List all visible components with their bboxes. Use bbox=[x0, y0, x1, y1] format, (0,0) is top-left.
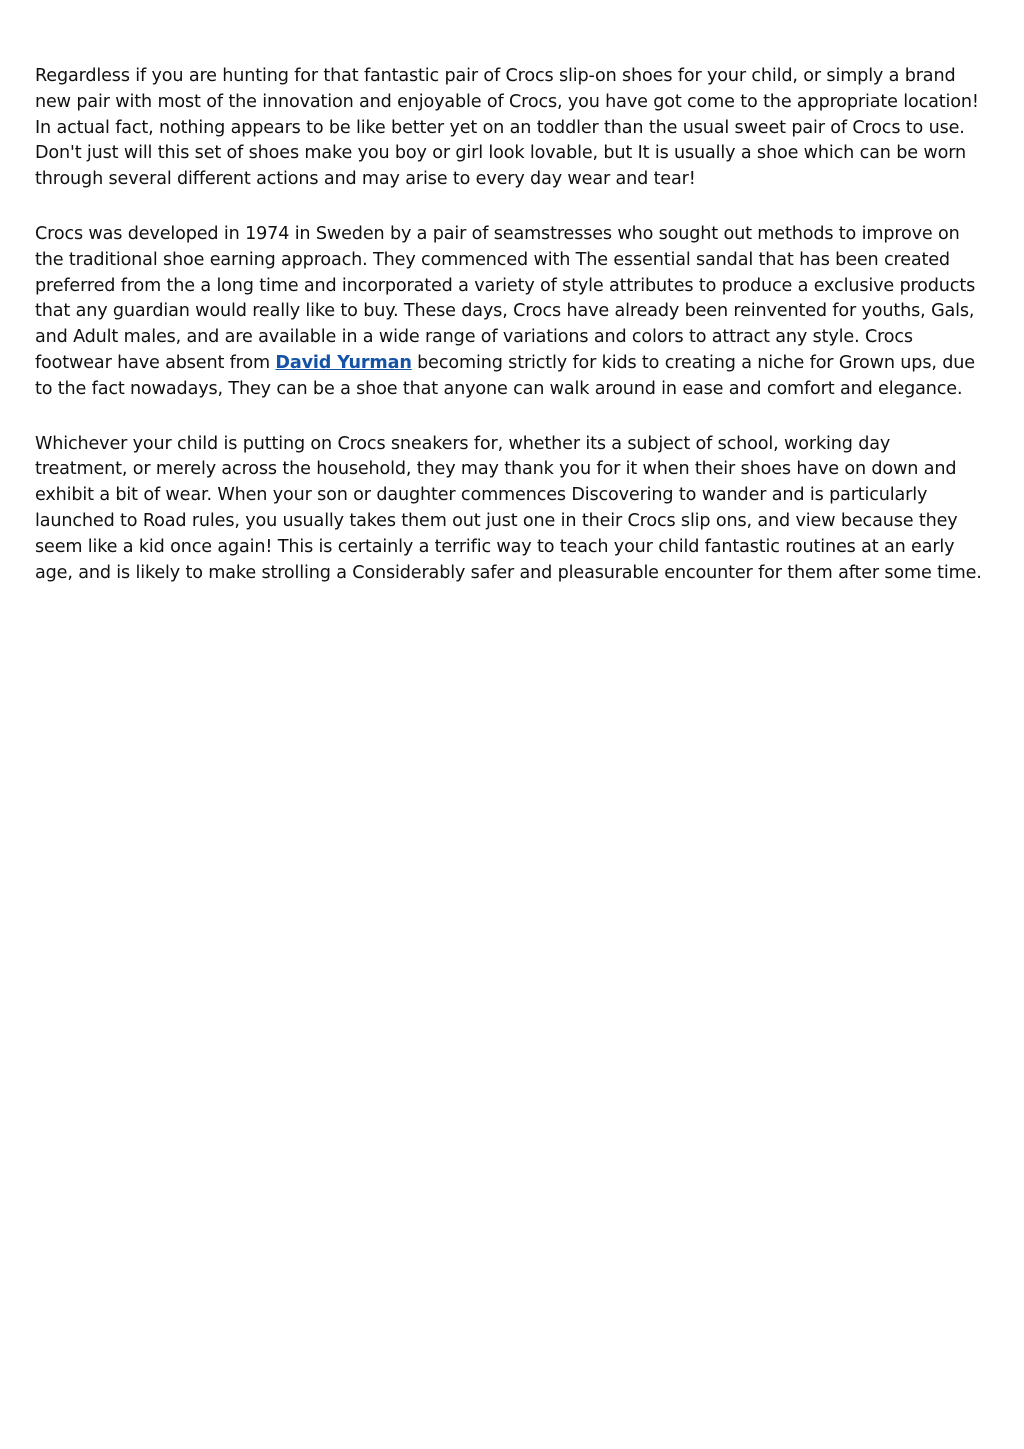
paragraph-2 bbox=[35, 222, 984, 403]
paragraph-2-text-before-link: Crocs was developed in 1974 in Sweden by a pair of seamstresses who sought out methods to improve on the traditional shoe earning approach. They commenced with The essential sandal that has been created preferred from the a long time and incorporated a variety of style attributes to produce a exclusive products that any guardian would really like to buy. These days, Crocs have already been reinvented for youths, Gals, and Adult males, and are available in a wide range of variations and colors to attract any style. Crocs footwear have absent from bbox=[35, 223, 976, 373]
paragraph-1: Regardless if you are hunting for that fantastic pair of Crocs slip-on shoes for your child, or simply a brand new pair with most of the innovation and enjoyable of Crocs, you have got come to the appropriate location! In actual fact, nothing appears to be like better yet on an toddler than the usual sweet pair of Crocs to use. Don't just will this set of shoes make you boy or girl look lovable, but It is usually a shoe which can be worn through several different actions and may arise to every day wear and tear! bbox=[35, 66, 979, 190]
david-yurman-link[interactable]: David Yurman bbox=[275, 352, 412, 373]
paragraph-3: Whichever your child is putting on Crocs sneakers for, whether its a subject of school, working day treatment, or merely across the household, they may thank you for it when their shoes have on down and exhibit a bit of wear. When your son or daughter commences Discovering to wander and is particularly launched to Road rules, you usually takes them out just one in their Crocs slip ons, and view because they seem like a kid once again! This is certainly a terrific way to teach your child fantastic routines at an early age, and is likely to make strolling a Considerably safer and pleasurable encounter for them after some time. bbox=[35, 433, 982, 583]
paragraph-2-text-after-link: becoming strictly for kids to creating a niche for Grown ups, due to the fact nowadays, They can be a shoe that anyone can walk around in ease and comfort and elegance. bbox=[35, 352, 975, 399]
